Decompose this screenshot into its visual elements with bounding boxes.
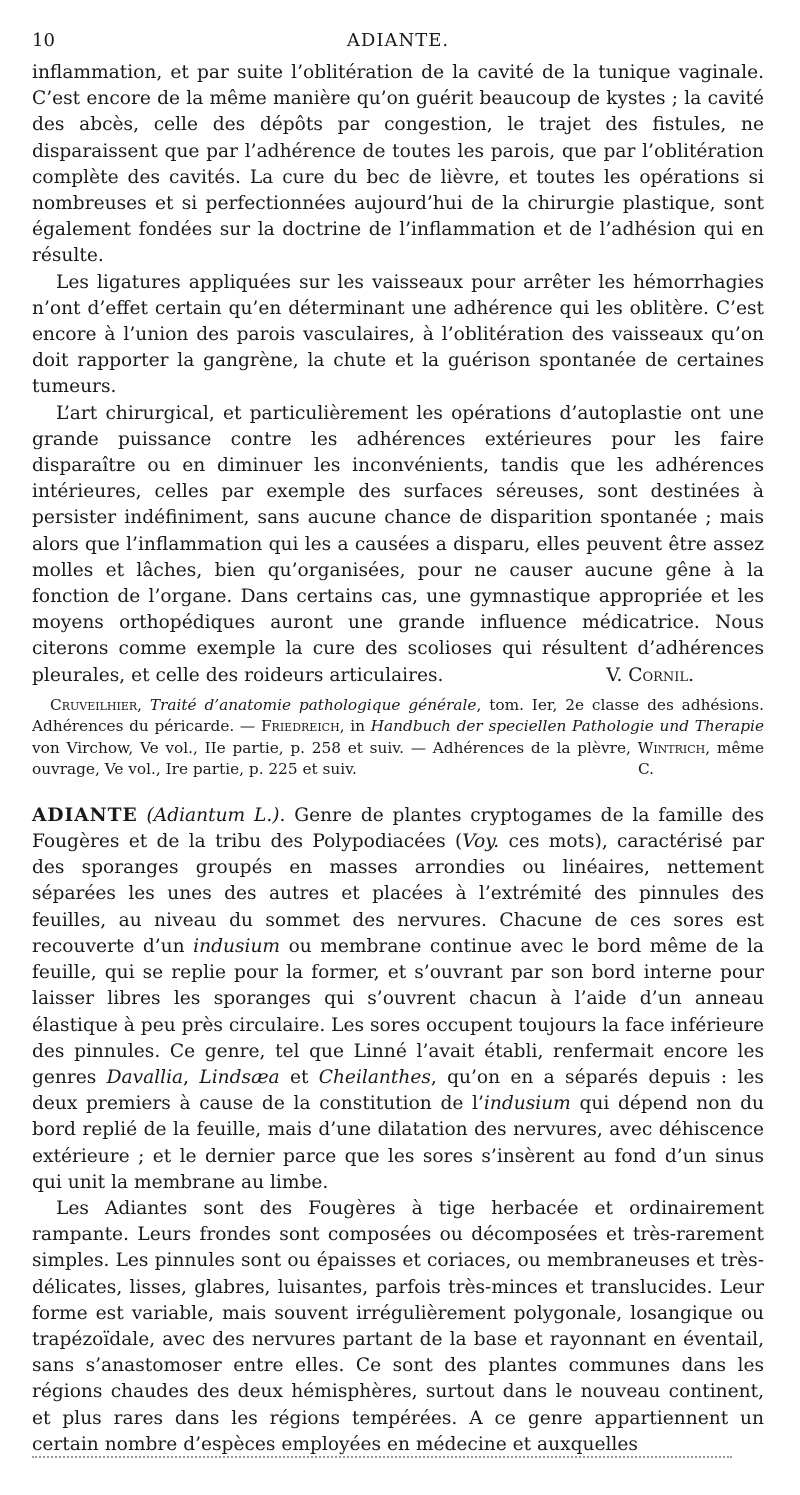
entry-term: indusium	[193, 935, 281, 957]
bib-signature: C.	[637, 760, 654, 779]
running-head: ADIANTE.	[346, 30, 450, 51]
paragraph-text: inflammation, et par suite l’oblitération de la cavité de la tunique vaginale. C’est encore de la même manière qu’on guérit beaucoup de kystes ; la cavité des abcès, celle des dépôts par congestion, le trajet des fistules, ne disparaissent que par l’adhérence de toutes les parois, que par l’oblitération complète des cavités. La cure du bec de lièvre, et toutes les opérations si nombreuses et si perfectionnées aujourd’hui de la chirurgie plastique, sont également fondées sur la doctrine de l’inflammation et de l’adhésion qui en résulte.	[32, 62, 764, 267]
footer-dotted-rule	[32, 1456, 732, 1458]
bib-author: Friedreich	[260, 717, 340, 736]
entry-crossref: Voy.	[462, 831, 500, 853]
entry-text: qui dépend non du bord replié de la feuille, mais d’une dilatation des nervures, avec déhiscence extérieure ; et le dernier parce que les sores s’insèrent au fond d’un sinus qui unit la membrane au limbe.	[32, 1093, 764, 1193]
paragraph-surgical-art	[32, 401, 764, 689]
bib-work-title: Traité d’anatomie pathologique générale	[149, 695, 477, 714]
page-header	[32, 30, 764, 56]
entry-text: ou membrane continue avec le bord même de la feuille, qui se replie pour la former, et s’ouvrant par son bord interne pour laisser libres les sporanges qui s’ouvrent chacun à l’aide d’un anneau élastique à peu près circulaire. Les sores occupent toujours la face inférieure des pinnules. Ce genre, tel que Linné l’avait établi, renfermait encore les genres	[32, 935, 765, 1088]
paragraph-text: Les ligatures appliquées sur les vaisseaux pour arrêter les hémorrhagies n’ont d’effet certain qu’en déterminant une adhérence qui les oblitère. C’est encore à l’union des parois vasculaires, à l’oblitération des vaisseaux qu’on doit rapporter la gangrène, la chute et la guérison spontanée de certaines tumeurs.	[32, 271, 764, 398]
entry-genus: Cheilanthes	[318, 1066, 431, 1088]
entry-term: indusium	[483, 1093, 571, 1115]
bib-work-title: Handbuch der speciellen Pathologie und Therapie	[370, 717, 764, 736]
bibliography-note: Cruveilhier, Traité d’anatomie pathologique générale, tom. Ier, 2e classe des adhésions. Adhérences du péricarde. — Friedreich, in Handbuch der speciellen Pathologie und Therapie von Virchow, Ve vol., IIe partie, p. 258 et suiv. — Adhérences de la plèvre, Wintrich, même ouvrage, Ve vol., Ire partie, p. 225 et suiv. C.	[32, 695, 764, 781]
entry-text: , qu’on en a séparés depuis : les deux premiers à cause de la constitution de l’	[32, 1066, 764, 1115]
dictionary-entry	[32, 803, 764, 1196]
entry-text: ces mots), caractérisé par des sporanges groupés en masses arrondies ou linéaires, nettement séparées les unes des autres et placées à l’extrémité des pinnules des feuilles, au niveau du sommet des nervures. Chacune de ces sores est recouverte d’un	[32, 831, 764, 957]
paragraph-adiantes	[32, 1196, 764, 1458]
page-body	[32, 60, 764, 1458]
bib-author: Wintrich	[637, 738, 706, 757]
author-signature: V. Cornil.	[606, 664, 694, 686]
bib-text: , même ouvrage, Ve vol., Ire partie, p. 225 et suiv.	[32, 738, 765, 779]
paragraph-continuation	[32, 60, 764, 270]
entry-text: et	[279, 1066, 319, 1088]
entry-headword: ADIANTE	[32, 804, 138, 826]
bib-text: , in	[339, 717, 371, 736]
entry-genus: Davallia	[106, 1066, 184, 1088]
bib-author: Cruveilhier	[50, 695, 138, 714]
entry-latin-name: (Adiantum L.)	[146, 804, 280, 826]
entry-text: ,	[183, 1066, 200, 1088]
entry-text: . Genre de plantes cryptogames de la famille des Fougères et de la tribu des Polypodiacées (	[32, 804, 764, 853]
bib-text: von Virchow, Ve vol., IIe partie, p. 258 et suiv. — Adhérences de la plèvre,	[32, 738, 638, 757]
page-number: 10	[32, 30, 55, 51]
paragraph-text: L’art chirurgical, et particulièrement les opérations d’autoplastie ont une grande puissance contre les adhérences extérieures pour les faire disparaître ou en diminuer les inconvénients, tandis que les adhérences intérieures, celles par exemple des surfaces séreuses, sont destinées à persister indéfiniment, sans aucune chance de disparition spontanée ; mais alors que l’inflammation qui les a causées a disparu, elles peuvent être assez molles et lâches, bien qu’organisées, pour ne causer aucune gêne à la fonction de l’organe. Dans certains cas, une gymnastique appropriée et les moyens orthopédiques auront une grande influence médicatrice. Nous citerons comme exemple la cure des scolioses qui résultent d’adhérences pleurales, et celle des roideurs articulaires.	[32, 402, 764, 686]
paragraph-text: Les Adiantes sont des Fougères à tige herbacée et ordinairement rampante. Leurs frondes sont composées ou décomposées et très-rarement simples. Les pinnules sont ou épaisses et coriaces, ou membraneuses et très-délicates, lisses, glabres, luisantes, parfois très-minces et translucides. Leur forme est variable, mais souvent irrégulièrement polygonale, losangique ou trapézoïdale, avec des nervures partant de la base et rayonnant en éventail, sans s’anastomoser entre elles. Ce sont des plantes communes dans les régions chaudes des deux hémisphères, surtout dans le nouveau continent, et plus rares dans les régions tempérées. A ce genre appartiennent un certain nombre d’espèces employées en médecine et auxquelles	[32, 1197, 764, 1455]
paragraph-ligatures	[32, 270, 764, 401]
entry-genus: Lindsæa	[199, 1066, 280, 1088]
bib-text: , tom. Ier, 2e classe des adhésions. Adhérences du péricarde. —	[32, 695, 764, 736]
